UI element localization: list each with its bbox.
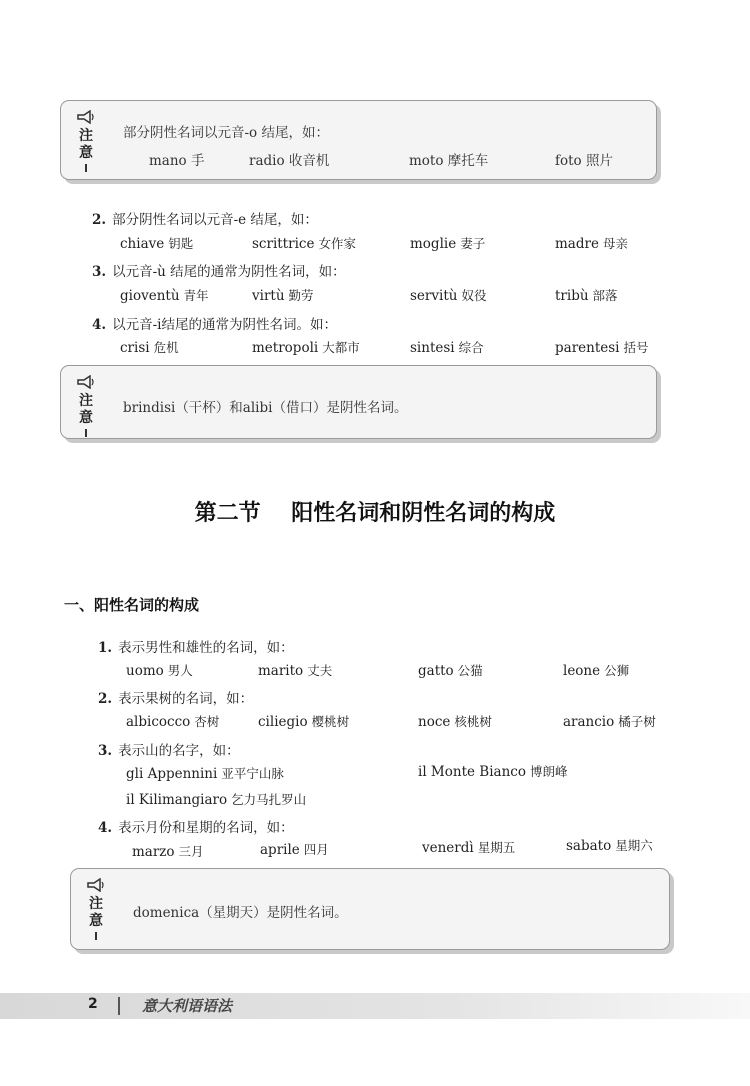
- section-title: 第二节 阳性名词和阴性名词的构成: [194, 501, 556, 526]
- word-it: marito: [258, 663, 304, 679]
- word-it: il Monte Bianco: [418, 764, 526, 780]
- note-box-2: [60, 365, 657, 439]
- note-label-bar: [95, 932, 97, 940]
- word-zh: 大都市: [322, 340, 360, 355]
- word-it: madre: [555, 236, 599, 252]
- note-1-text: 部分阴性名词以元音-o 结尾，如：: [123, 125, 329, 141]
- word-zh: 四月: [303, 842, 329, 857]
- item-number: 4.: [92, 317, 107, 333]
- word-entry: [555, 338, 649, 356]
- word-zh: 综合: [458, 340, 484, 355]
- item-number: 2.: [98, 691, 113, 707]
- word-entry: [258, 661, 332, 679]
- item-4-heading: [92, 313, 337, 333]
- word-it: virtù: [252, 288, 285, 304]
- word-it: gli Appennini: [126, 766, 218, 782]
- word-entry: [410, 286, 486, 304]
- note-label-char-2: 意: [79, 145, 93, 161]
- word-it: albicocco: [126, 714, 191, 730]
- word-it: chiave: [120, 236, 165, 252]
- item-number: 4.: [98, 820, 113, 836]
- word-it: sintesi: [410, 340, 455, 356]
- word-zh: 乞力马扎罗山: [231, 792, 307, 807]
- note-1-item: moto 摩托车: [409, 153, 489, 169]
- word-zh: 公猫: [457, 663, 483, 678]
- m4-heading: [98, 816, 294, 836]
- word-entry: [563, 712, 656, 730]
- megaphone-icon: [76, 109, 96, 128]
- word-it: aprile: [260, 842, 300, 858]
- word-entry: [418, 762, 567, 780]
- m3-heading: [98, 739, 240, 759]
- word-entry: [422, 838, 515, 856]
- word-it: servitù: [410, 288, 458, 304]
- note-2-text: brindisi（干杯）和alibi（借口）是阴性名词。: [123, 400, 408, 416]
- word-entry: [120, 234, 193, 252]
- item-3-heading: [92, 260, 346, 280]
- word-entry: [563, 661, 629, 679]
- word-it: uomo: [126, 663, 164, 679]
- word-zh: 三月: [178, 844, 204, 859]
- word-zh: 勤劳: [288, 288, 314, 303]
- item-number: 2.: [92, 212, 107, 228]
- m4-text: 表示月份和星期的名词，如：: [118, 820, 294, 836]
- word-it: arancio: [563, 714, 615, 730]
- word-entry: [258, 712, 349, 730]
- item-number: 3.: [98, 743, 113, 759]
- word-entry: [260, 840, 329, 858]
- word-it: parentesi: [555, 340, 620, 356]
- word-it: metropoli: [252, 340, 319, 356]
- note-label-char-1: 注: [89, 896, 103, 912]
- word-it: gatto: [418, 663, 454, 679]
- word-zh: 奴役: [461, 288, 487, 303]
- word-entry: [418, 712, 492, 730]
- word-entry: [418, 661, 483, 679]
- word-zh: 公狮: [604, 663, 630, 678]
- word-zh: 男人: [167, 663, 193, 678]
- word-entry: [252, 338, 360, 356]
- word-it: crisi: [120, 340, 150, 356]
- item-4-text: 以元音-i结尾的通常为阴性名词。如：: [112, 317, 337, 333]
- word-zh: 母亲: [602, 236, 628, 251]
- note-1-item: radio 收音机: [249, 153, 330, 169]
- word-it: sabato: [566, 838, 612, 854]
- word-it: noce: [418, 714, 451, 730]
- word-it: venerdì: [422, 840, 474, 856]
- word-it: gioventù: [120, 288, 180, 304]
- word-entry: [126, 790, 306, 808]
- word-zh: 丈夫: [307, 663, 333, 678]
- word-entry: [566, 836, 653, 854]
- word-entry: [120, 286, 209, 304]
- word-zh: 亚平宁山脉: [221, 766, 284, 781]
- page-number: 2: [88, 996, 98, 1012]
- word-zh: 樱桃树: [311, 714, 350, 729]
- item-3-text: 以元音-ù 结尾的通常为阴性名词，如：: [112, 264, 346, 280]
- note-1-item: foto 照片: [555, 153, 613, 169]
- word-entry: [126, 712, 219, 730]
- note-label-char-2: 意: [79, 410, 93, 426]
- footer-divider: [118, 997, 120, 1015]
- word-entry: [410, 234, 485, 252]
- word-zh: 女作家: [318, 236, 356, 251]
- note-1-item: mano 手: [149, 153, 205, 169]
- word-zh: 钥匙: [168, 236, 194, 251]
- note-label: [81, 877, 111, 940]
- m1-heading: [98, 636, 294, 656]
- word-zh: 星期六: [615, 838, 653, 853]
- note-label-bar: [85, 429, 87, 437]
- word-zh: 核桃树: [454, 714, 492, 729]
- note-label-char-2: 意: [89, 913, 103, 929]
- note-label-char-1: 注: [79, 128, 93, 144]
- word-it: marzo: [132, 844, 175, 860]
- note-label-char-1: 注: [79, 393, 93, 409]
- word-entry: [252, 286, 314, 304]
- word-zh: 部落: [592, 288, 618, 303]
- item-2-text: 部分阴性名词以元音-e 结尾，如：: [112, 212, 318, 228]
- word-zh: 妻子: [460, 236, 486, 251]
- note-label: [71, 374, 101, 437]
- word-entry: [555, 234, 628, 252]
- word-it: ciliegio: [258, 714, 308, 730]
- megaphone-icon: [76, 374, 96, 393]
- note-label-bar: [85, 164, 87, 172]
- word-it: moglie: [410, 236, 457, 252]
- word-entry: [252, 234, 356, 252]
- m1-text: 表示男性和雄性的名词，如：: [118, 640, 294, 656]
- note-3-text: domenica（星期天）是阴性名词。: [133, 905, 348, 921]
- note-box-1: [60, 100, 657, 180]
- item-number: 3.: [92, 264, 107, 280]
- word-entry: [126, 764, 284, 782]
- word-it: scrittrice: [252, 236, 315, 252]
- word-zh: 危机: [153, 340, 179, 355]
- word-it: il Kilimangiaro: [126, 792, 228, 808]
- note-label: [71, 109, 101, 172]
- word-entry: [132, 842, 204, 860]
- word-zh: 括号: [623, 340, 649, 355]
- word-zh: 橘子树: [618, 714, 656, 729]
- word-zh: 星期五: [477, 840, 516, 855]
- m2-text: 表示果树的名词，如：: [118, 691, 254, 707]
- word-it: tribù: [555, 288, 589, 304]
- word-zh: 博朗峰: [529, 764, 568, 779]
- megaphone-icon: [86, 877, 106, 896]
- word-zh: 杏树: [194, 714, 220, 729]
- word-entry: [410, 338, 484, 356]
- word-it: leone: [563, 663, 601, 679]
- word-entry: [126, 661, 193, 679]
- m2-heading: [98, 687, 253, 707]
- item-2-heading: [92, 208, 318, 228]
- page-footer: [0, 993, 750, 1019]
- subheading: 一、阳性名词的构成: [64, 596, 200, 614]
- book-title: 意大利语语法: [142, 997, 233, 1015]
- word-entry: [555, 286, 618, 304]
- m3-text: 表示山的名字，如：: [118, 743, 240, 759]
- word-zh: 青年: [183, 288, 209, 303]
- word-entry: [120, 338, 179, 356]
- note-box-3: [70, 868, 670, 950]
- item-number: 1.: [98, 640, 113, 656]
